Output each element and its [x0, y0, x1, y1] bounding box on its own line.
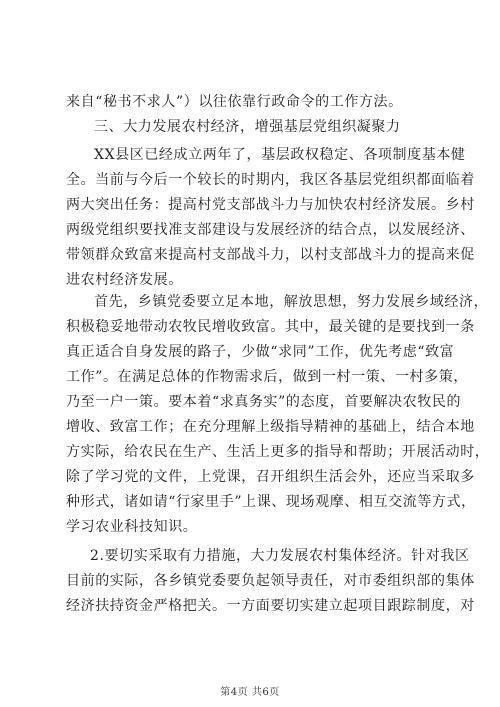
text-line: 两级党组织要找准支部建设与发展经济的结合点，以发展经济、 [66, 222, 475, 238]
text-line: 进农村经济发展。 [66, 272, 183, 288]
page-number: 第4页 共6页 [220, 687, 280, 698]
text-line: 全。当前与今后一个较长的时期内，我区各基层党组织都面临着 [66, 172, 475, 188]
text-line: 目前的实际，各乡镇党委要负起领导责任，对市委组织部的集体 [66, 573, 475, 589]
text-line: 真正适合自身发展的路子，少做“求同”工作，优先考虑“致富 [66, 344, 455, 360]
paragraph-3 [66, 544, 475, 619]
text-line: 方实际，给农民在生产、生活上更多的指导和帮助；开展活动时， [66, 444, 490, 460]
text-line: 工作”。在满足总体的作物需求后，做到一村一策、一村多策， [66, 369, 468, 385]
text-line: 两大突出任务：提高村党支部战斗力与加快农村经济发展。乡村 [66, 197, 475, 213]
section-heading-text: 三、大力发展农村经济，增强基层党组织凝聚力 [94, 119, 401, 135]
text-line: 种形式，诸如请“行家里手”上课、现场观摩、相互交流等方式， [66, 494, 476, 510]
paragraph-2 [66, 290, 490, 540]
paragraph-continuation [66, 90, 438, 115]
paragraph-1 [66, 143, 475, 293]
text-line: 乃至一户一策。要本着“求真务实”的态度，首要解决农牧民的 [66, 394, 462, 410]
text-line: 除了学习党的文件，上党课，召开组织生活会外，还应当采取多 [66, 469, 475, 485]
text-line: XX县区已经成立两年了，基层政权稳定、各项制度基本健 [94, 147, 466, 163]
text-line: 增收、致富工作；在充分理解上级指导精神的基础上，结合本地 [66, 419, 475, 435]
text-line: 经济扶持资金严格把关。一方面要切实建立起项目跟踪制度，对 [66, 598, 475, 614]
text-line: 带领群众致富来提高村支部战斗力，以村支部战斗力的提高来促 [66, 247, 475, 263]
section-heading [66, 115, 438, 140]
text-line: 首先，乡镇党委要立足本地，解放思想，努力发展乡域经济， [94, 294, 489, 310]
text-line: 2.要切实采取有力措施，大力发展农村集体经济。针对我区 [90, 548, 470, 564]
text-line: 来自“秘书不求人”）以往依靠行政命令的工作方法。 [66, 94, 403, 110]
page-footer [0, 683, 500, 698]
text-line: 积极稳妥地带动农牧民增收致富。其中，最关键的是要找到一条 [66, 319, 475, 335]
text-line: 学习农业科技知识。 [66, 519, 198, 535]
